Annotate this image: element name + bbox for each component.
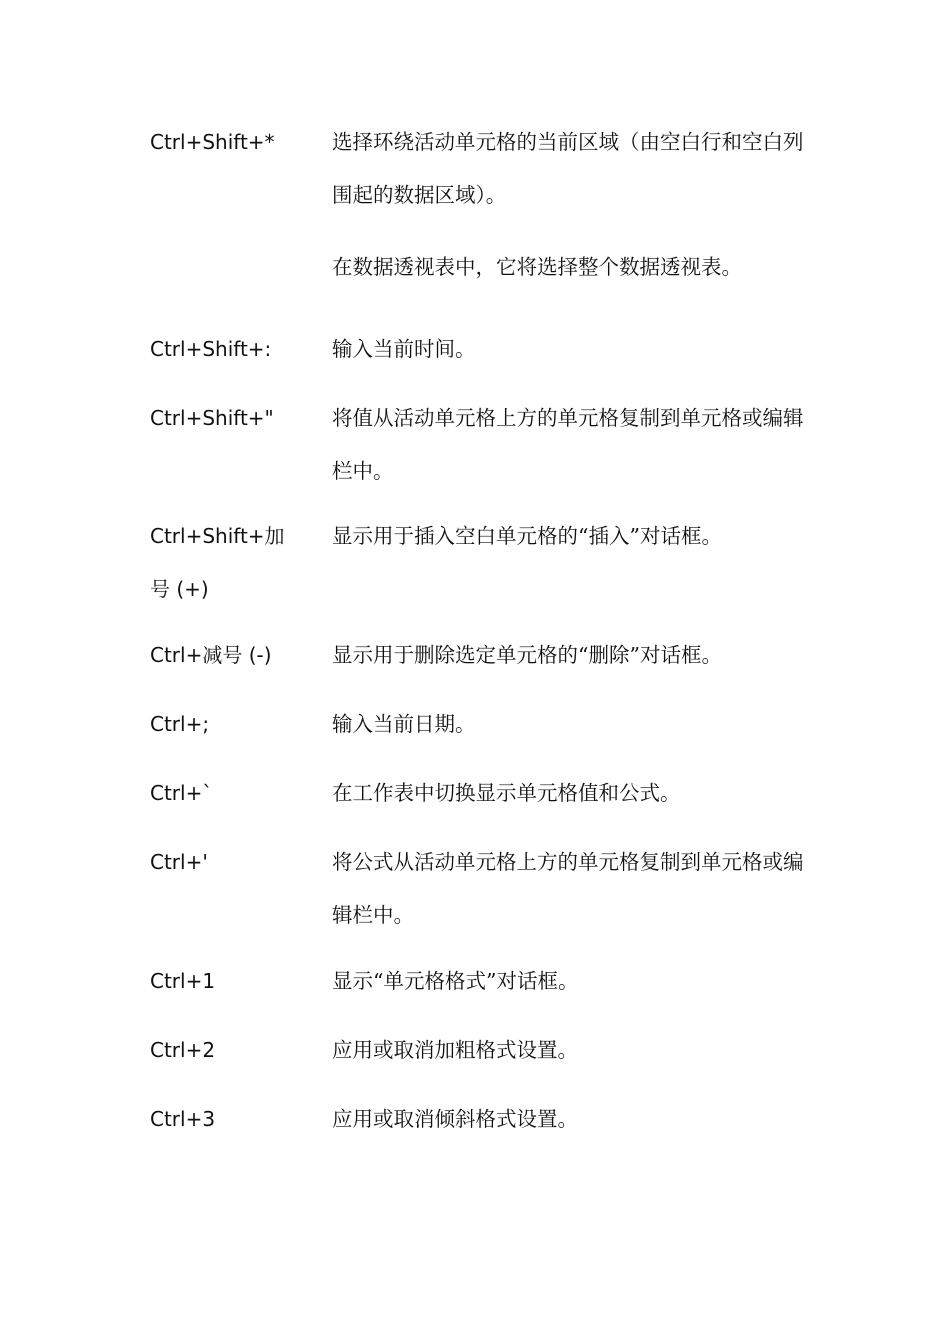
description-text: 显示用于插入空白单元格的“插入”对话框。: [332, 524, 722, 548]
shortcut-key: Ctrl+Shift+加号 (+): [150, 524, 285, 601]
shortcut-description: [332, 698, 807, 751]
shortcut-description: [332, 767, 807, 820]
shortcut-key: Ctrl+;: [150, 712, 210, 736]
shortcut-key: Ctrl+减号 (-): [150, 643, 272, 667]
shortcut-description: [332, 955, 807, 1008]
shortcut-description: [332, 836, 807, 942]
shortcut-key: Ctrl+1: [150, 969, 216, 993]
description-text: 应用或取消加粗格式设置。: [332, 1038, 578, 1062]
description-text: 将值从活动单元格上方的单元格复制到单元格或编辑栏中。: [332, 406, 804, 483]
shortcut-key: Ctrl+Shift+": [150, 406, 274, 430]
description-text: 应用或取消倾斜格式设置。: [332, 1107, 578, 1131]
description-text: 输入当前日期。: [332, 712, 476, 736]
description-text: 在工作表中切换显示单元格值和公式。: [332, 781, 681, 805]
shortcut-description: [332, 1024, 807, 1077]
shortcut-description: [332, 323, 807, 376]
shortcut-description: [332, 1093, 807, 1146]
shortcut-key: Ctrl+Shift+:: [150, 337, 272, 361]
shortcut-description: [332, 510, 807, 563]
shortcut-description: [332, 392, 807, 498]
shortcut-key: Ctrl+Shift+*: [150, 130, 275, 154]
shortcut-key: Ctrl+3: [150, 1107, 216, 1131]
shortcut-key: Ctrl+2: [150, 1038, 216, 1062]
description-text: 选择环绕活动单元格的当前区域（由空白行和空白列围起的数据区域）。: [332, 130, 804, 207]
description-text: 输入当前时间。: [332, 337, 476, 361]
shortcut-key: Ctrl+`: [150, 781, 213, 805]
description-text: 显示用于删除选定单元格的“删除”对话框。: [332, 643, 722, 667]
description-text: 将公式从活动单元格上方的单元格复制到单元格或编辑栏中。: [332, 850, 804, 927]
shortcut-description: [332, 629, 807, 682]
shortcut-key: Ctrl+': [150, 850, 208, 874]
shortcut-description: [332, 116, 807, 294]
description-text: 显示“单元格格式”对话框。: [332, 969, 579, 993]
description-note: 在数据透视表中，它将选择整个数据透视表。: [332, 255, 742, 279]
